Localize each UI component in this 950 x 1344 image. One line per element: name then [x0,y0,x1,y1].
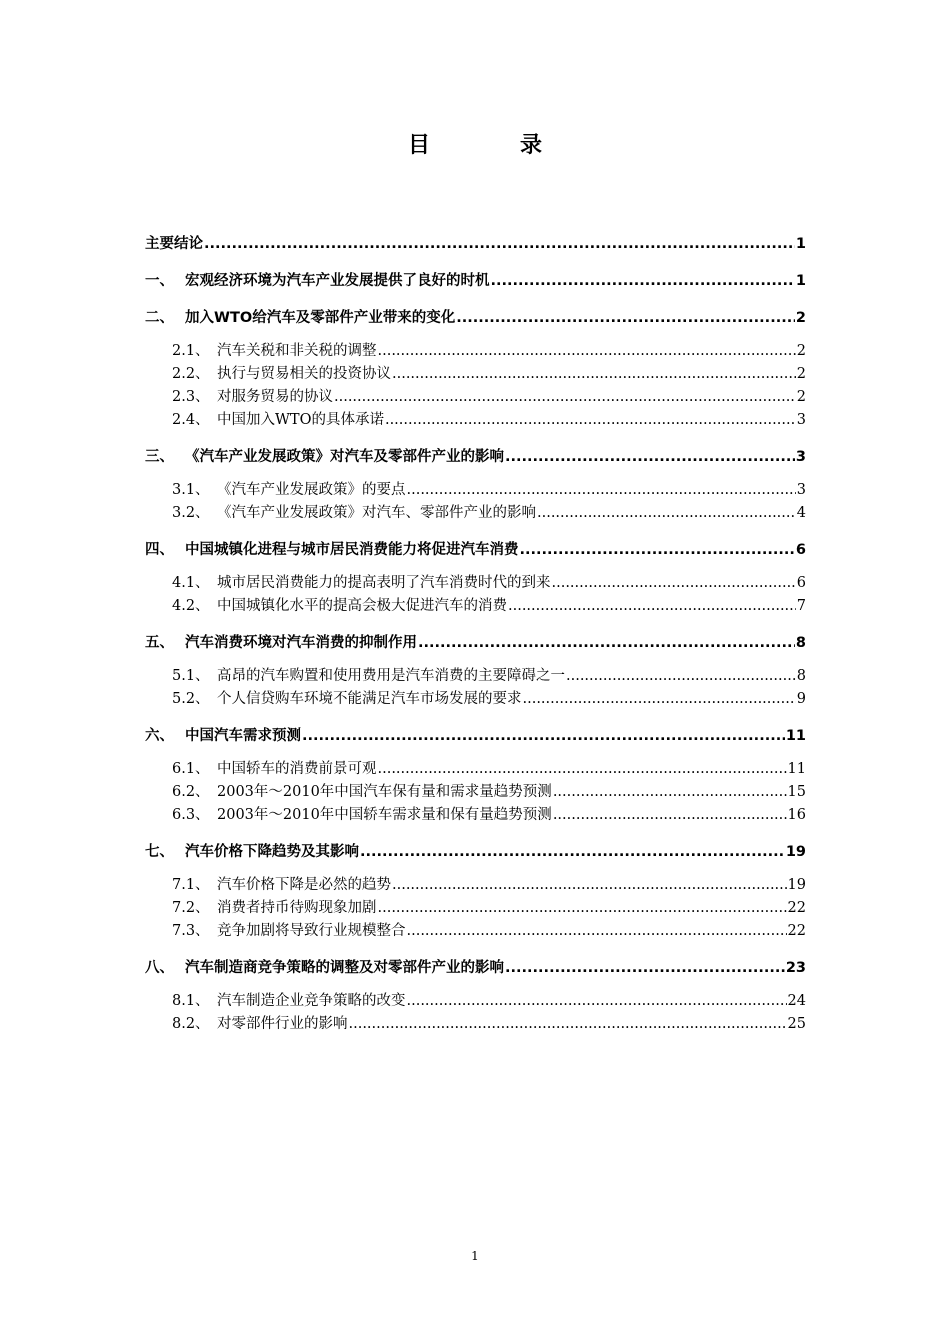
toc-entry-chapter-5[interactable] [145,631,806,655]
toc-leader-dots [407,920,787,943]
toc-leader-dots [407,990,787,1013]
toc-entry-page: 11 [787,761,806,777]
toc-entry-chapter-7[interactable] [145,840,806,864]
toc-entry-chapter-6[interactable] [145,724,806,748]
toc-leader-dots [520,538,795,562]
toc-entry-number: 5.2、 [172,691,210,707]
toc-entry-section-8-2[interactable] [145,1013,806,1036]
toc-entry-section-6-3[interactable] [145,804,806,827]
toc-entry-label: 《汽车产业发展政策》对汽车、零部件产业的影响 [217,505,536,521]
toc-entry-number: 三、 [145,449,174,465]
toc-leader-dots [418,631,795,655]
toc-entry-number: 七、 [145,844,174,860]
toc-entry-chapter-8[interactable] [145,956,806,980]
toc-entry-page: 11 [785,728,806,744]
toc-entry-page: 19 [787,877,806,893]
toc-leader-dots [378,340,796,363]
toc-entry-number: 7.1、 [172,877,210,893]
toc-entry-label: 对零部件行业的影响 [217,1016,348,1032]
toc-entry-page: 2 [796,366,806,382]
toc-leader-dots [553,781,787,804]
toc-leader-dots [378,758,787,781]
toc-entry-label: 中国城镇化水平的提高会极大促进汽车的消费 [217,598,507,614]
toc-entry-page: 3 [796,412,806,428]
toc-entry-number: 2.1、 [172,343,210,359]
toc-entry-section-4-1[interactable] [145,572,806,595]
toc-entry-number: 7.2、 [172,900,210,916]
toc-entry-number: 8.2、 [172,1016,210,1032]
toc-entry-number: 五、 [145,635,174,651]
toc-entry-section-7-1[interactable] [145,874,806,897]
toc-entry-number: 四、 [145,542,174,558]
toc-entry-page: 2 [795,310,806,326]
toc-entry-page: 16 [787,807,806,823]
toc-leader-dots [505,445,795,469]
toc-entry-section-4-2[interactable] [145,595,806,618]
toc-entry-section-5-2[interactable] [145,688,806,711]
toc-leader-dots [360,840,785,864]
toc-entry-page: 19 [785,844,806,860]
toc-entry-section-2-1[interactable] [145,340,806,363]
toc-entry-label: 加入WTO给汽车及零部件产业带来的变化 [185,310,456,326]
toc-leader-dots [508,595,796,618]
toc-entry-label: 中国加入WTO的具体承诺 [217,412,384,428]
toc-entry-section-3-2[interactable] [145,502,806,525]
toc-entry-chapter-4[interactable] [145,538,806,562]
toc-entry-section-7-2[interactable] [145,897,806,920]
toc-entry-label: 中国城镇化进程与城市居民消费能力将促进汽车消费 [185,542,519,558]
toc-entry-label: 个人信贷购车环境不能满足汽车市场发展的要求 [217,691,522,707]
toc-leader-dots [537,502,796,525]
toc-entry-page: 6 [796,575,806,591]
toc-entry-chapter-3[interactable] [145,445,806,469]
toc-entry-page: 1 [795,273,806,289]
toc-leader-dots [505,956,785,980]
toc-leader-dots [552,572,796,595]
toc-entry-page: 3 [796,482,806,498]
toc-entry-label: 《汽车产业发展政策》的要点 [217,482,406,498]
toc-entry-label: 汽车关税和非关税的调整 [217,343,377,359]
toc-entry-page: 2 [796,389,806,405]
toc-entry-page: 7 [796,598,806,614]
toc-entry-label: 2003年～2010年中国轿车需求量和保有量趋势预测 [217,807,552,823]
toc-entry-number: 6.3、 [172,807,210,823]
toc-entry-page: 25 [787,1016,806,1032]
toc-leader-dots [523,688,796,711]
toc-leader-dots [302,724,785,748]
toc-entry-label: 中国汽车需求预测 [185,728,301,744]
toc-entry-label: 《汽车产业发展政策》对汽车及零部件产业的影响 [185,449,504,465]
toc-entry-section-2-3[interactable] [145,386,806,409]
toc-entry-page: 15 [787,784,806,800]
toc-entry-label: 汽车制造商竞争策略的调整及对零部件产业的影响 [185,960,504,976]
page-title: 目 录 [407,133,576,158]
toc-entry-label: 主要结论 [145,236,203,252]
toc-entry-section-6-1[interactable] [145,758,806,781]
toc-entry-label: 2003年～2010年中国汽车保有量和需求量趋势预测 [217,784,552,800]
toc-leader-dots [407,479,796,502]
toc-entry-section-5-1[interactable] [145,665,806,688]
toc-entry-label: 消费者持币待购现象加剧 [217,900,377,916]
toc-leader-dots [566,665,796,688]
toc-entry-number: 5.1、 [172,668,210,684]
toc-entry-number: 4.1、 [172,575,210,591]
toc-entry-number: 2.4、 [172,412,210,428]
toc-entry-page: 3 [795,449,806,465]
toc-leader-dots [349,1013,787,1036]
toc-entry-number: 6.2、 [172,784,210,800]
toc-entry-section-3-1[interactable] [145,479,806,502]
toc-leader-dots [334,386,796,409]
toc-leader-dots [553,804,787,827]
toc-entry-label: 执行与贸易相关的投资协议 [217,366,391,382]
toc-entry-label: 汽车价格下降趋势及其影响 [185,844,359,860]
page-number: 1 [471,1249,479,1263]
toc-entry-section-7-3[interactable] [145,920,806,943]
toc-entry-page: 8 [796,668,806,684]
toc-entry-page: 24 [787,993,806,1009]
toc-entry-label: 汽车价格下降是必然的趋势 [217,877,391,893]
toc-entry-page: 6 [795,542,806,558]
toc-entry-page: 1 [795,236,806,252]
toc-entry-label: 中国轿车的消费前景可观 [217,761,377,777]
toc-entry-page: 4 [796,505,806,521]
toc-entry-section-2-2[interactable] [145,363,806,386]
toc-leader-dots [491,269,795,293]
toc-entry-page: 9 [796,691,806,707]
toc-entry-label: 竞争加剧将导致行业规模整合 [217,923,406,939]
toc-entry-number: 2.3、 [172,389,210,405]
toc-leader-dots [456,306,795,330]
toc-entry-page: 22 [787,900,806,916]
toc-entry-number: 3.2、 [172,505,210,521]
toc-leader-dots [204,232,795,256]
toc-entry-number: 4.2、 [172,598,210,614]
toc-entry-label: 高昂的汽车购置和使用费用是汽车消费的主要障碍之一 [217,668,565,684]
toc-leader-dots [385,409,796,432]
toc-entry-number: 2.2、 [172,366,210,382]
toc-entry-number: 3.1、 [172,482,210,498]
toc-entry-main-conclusions[interactable] [145,232,806,256]
toc-entry-section-2-4[interactable] [145,409,806,432]
toc-entry-label: 汽车制造企业竞争策略的改变 [217,993,406,1009]
toc-entry-number: 八、 [145,960,174,976]
toc-entry-number: 二、 [145,310,174,326]
toc-entry-label: 汽车消费环境对汽车消费的抑制作用 [185,635,417,651]
toc-entry-page: 23 [785,960,806,976]
toc-entry-chapter-1[interactable] [145,269,806,293]
toc-entry-page: 22 [787,923,806,939]
toc-entry-label: 城市居民消费能力的提高表明了汽车消费时代的到来 [217,575,551,591]
toc-entry-number: 8.1、 [172,993,210,1009]
toc-entry-number: 6.1、 [172,761,210,777]
table-of-contents [145,232,806,1036]
toc-entry-label: 宏观经济环境为汽车产业发展提供了良好的时机 [185,273,490,289]
toc-entry-page: 8 [795,635,806,651]
toc-leader-dots [392,363,796,386]
toc-entry-label: 对服务贸易的协议 [217,389,333,405]
toc-leader-dots [378,897,787,920]
toc-entry-number: 一、 [145,273,174,289]
toc-entry-section-6-2[interactable] [145,781,806,804]
toc-entry-chapter-2[interactable] [145,306,806,330]
toc-leader-dots [392,874,787,897]
toc-entry-page: 2 [796,343,806,359]
toc-entry-number: 7.3、 [172,923,210,939]
toc-entry-section-8-1[interactable] [145,990,806,1013]
toc-entry-number: 六、 [145,728,174,744]
